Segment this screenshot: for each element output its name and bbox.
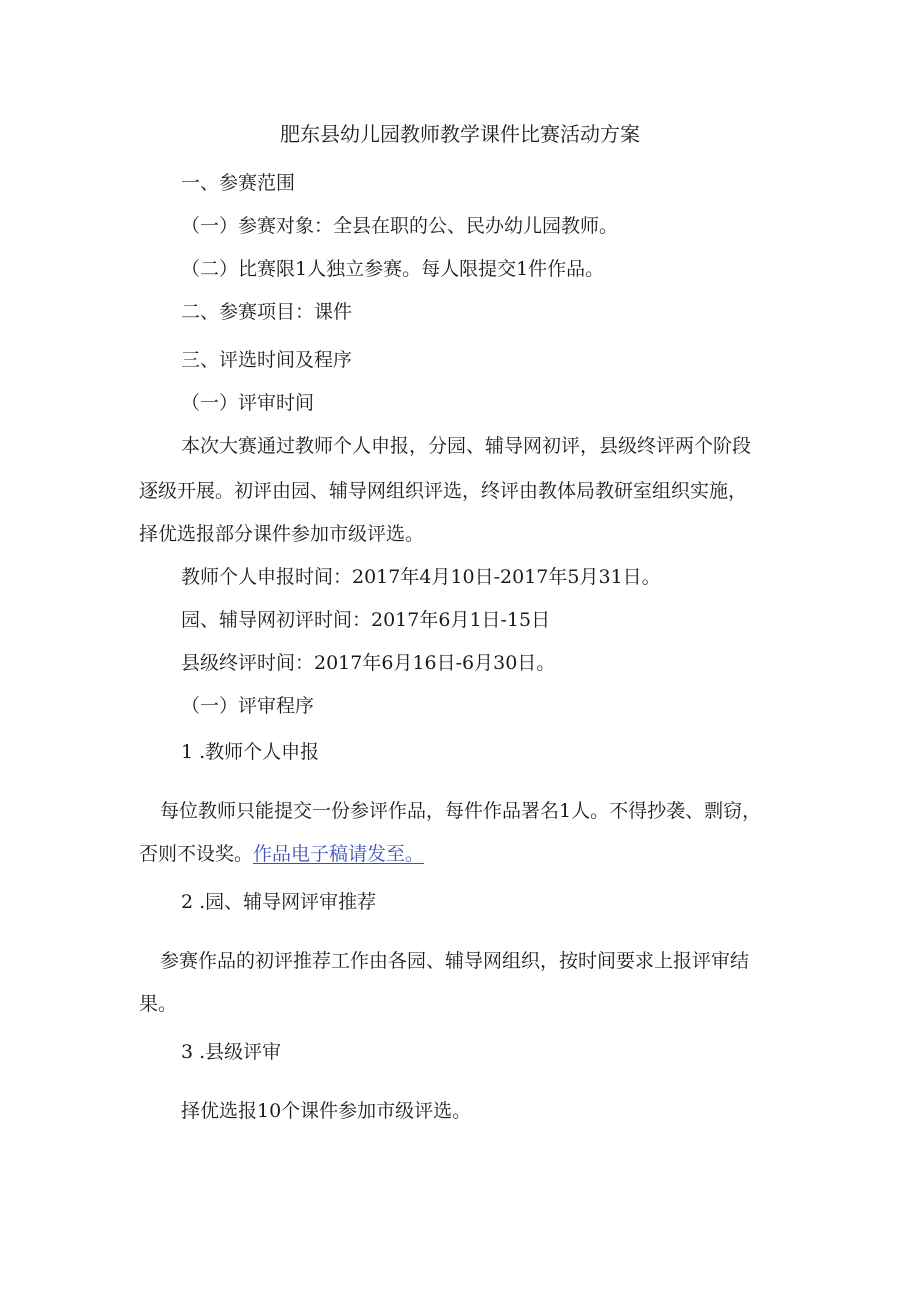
paragraph-line: 参赛作品的初评推荐工作由各园、辅导网组织，按时间要求上报评审结 — [160, 950, 750, 972]
step-heading-individual: 1 .教师个人申报 — [181, 741, 320, 763]
paragraph-line: 本次大赛通过教师个人申报，分园、辅导网初评，县级终评两个阶段 — [181, 435, 752, 457]
paragraph-text: 否则不设奖。 — [139, 843, 254, 865]
paragraph-line — [139, 842, 424, 866]
scope-item-participants: （一）参赛对象：全县在职的公、民办幼儿园教师。 — [181, 215, 619, 237]
document-title: 肥东县幼儿园教师教学课件比赛活动方案 — [280, 122, 640, 146]
section-heading-scope: 一、参赛范围 — [181, 172, 296, 194]
step-heading-recommendation: 2 .园、辅导网评审推荐 — [181, 891, 377, 913]
sub-heading-review-time: （一）评审时间 — [181, 392, 315, 414]
time-preliminary-review: 园、辅导网初评时间：2017年6月1日-15日 — [181, 609, 551, 631]
paragraph-line: 果。 — [139, 993, 178, 1015]
time-individual-application: 教师个人申报时间：2017年4月10日-2017年5月31日。 — [181, 566, 661, 588]
paragraph-line: 择优选报部分课件参加市级评选。 — [139, 523, 425, 545]
scope-item-limit: （二）比赛限1人独立参赛。每人限提交1件作品。 — [181, 258, 605, 280]
time-final-review: 县级终评时间：2017年6月16日-6月30日。 — [181, 652, 556, 674]
step-heading-county-review: 3 .县级评审 — [181, 1041, 282, 1063]
sub-heading-review-procedure: （一）评审程序 — [181, 695, 315, 717]
section-heading-schedule: 三、评选时间及程序 — [181, 349, 353, 371]
email-submission-link[interactable]: 作品电子稿请发至。 — [253, 843, 425, 865]
section-heading-project: 二、参赛项目：课件 — [181, 301, 353, 323]
paragraph-line: 逐级开展。初评由园、辅导网组织评选，终评由教体局教研室组织实施， — [139, 480, 748, 502]
paragraph-line: 每位教师只能提交一份参评作品，每件作品署名1人。不得抄袭、剽窃， — [160, 800, 762, 822]
paragraph-line: 择优选报10个课件参加市级评选。 — [181, 1100, 472, 1122]
